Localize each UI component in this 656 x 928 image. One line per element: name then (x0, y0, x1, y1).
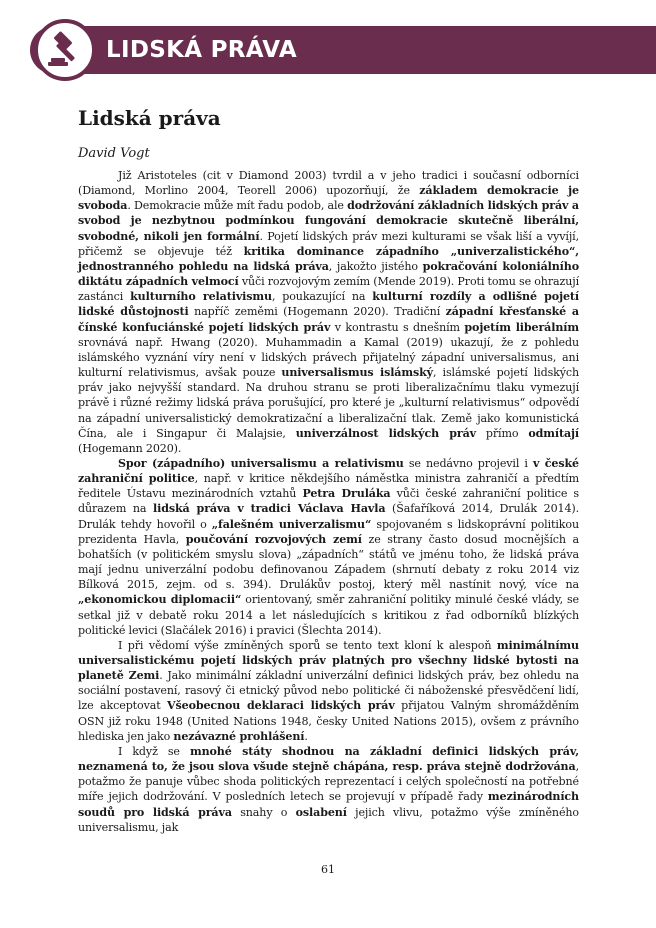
text-run: vůči české zahraniční politice s důrazem na (78, 487, 579, 516)
text-run: , potažmo že panuje vůbec shoda politických reprezentací i celých společností na potřebné míře jejich dodržování. V posledních letech se projevují v případě řady (78, 760, 579, 804)
text-run: orientovaný, směr zahraniční politiky minulé české vlády, se setkal již v debatě roku 2014 a let následujících s kritikou z řad odborníků blízkých politické levici (Slačálek 2016) i pravici (Šlechta 2014). (78, 593, 579, 637)
text-run: ze strany často dosud mocnějších a bohatších (v politickém smyslu slova) „západních“ států ve jménu toho, že lidská práva mají jednu univerzální podobu definovanou Západem (shrnutí debaty z roku 2014 viz Bílková 2015, zejm. od s. 394). Drulákův postoj, který měl nastínit nový, více na (78, 532, 580, 592)
gavel-icon (44, 29, 86, 71)
emphasis-text: oslabení (295, 805, 347, 819)
emphasis-text: univerzálnost lidských práv (295, 426, 476, 440)
emphasis-text: Petra Druláka (302, 487, 391, 501)
emphasis-text: „falešném univerzalismu“ (211, 517, 372, 531)
text-run: v kontrastu s dnešním (330, 320, 465, 334)
text-run: srovnává např. Hwang (2020). Muhammadin a Kamal (2019) ukazují, že z pohledu islámského vyznání víry není v lidských právech přijatelný západní universalismus, ani kulturní relativismus, avšak pouze (78, 335, 579, 380)
text-run: spojovaném s lidskoprávní politikou prezidenta Havla, (78, 517, 579, 546)
emphasis-text: minimálnímu universalistickému pojetí lidských práv platných pro všechny lidské bytosti na planetě Zemi (78, 638, 579, 683)
emphasis-text: západní křesťanské a čínské konfuciánské pojetí lidských práv (78, 305, 579, 334)
paragraph (78, 638, 579, 744)
text-run: . Demokracie může mít řadu podob, ale (127, 199, 348, 213)
text-run: snahy o (231, 805, 296, 819)
text-run: , např. v kritice někdejšího náměstka ministra zahraničí a předtím ředitele Ústavu mezinárodních vztahů (78, 472, 579, 501)
text-run: přímo (476, 426, 529, 440)
emphasis-text: „ekonomickou diplomacii“ (78, 593, 242, 607)
text-run: , islámské pojetí lidských práv jako nejvyšší standard. Na druhou stranu se proti liberalizačnímu tlaku vymezují právě i různé režimy lidská práva porušující, pro které je „kulturní relativismus“ odpovědí na západní universalistický demokratizační a liberalizační tlak. Země jako komunistická Čína, ale i Singapur či Malajsie, (78, 366, 580, 440)
emphasis-text: Spor (západního) universalismu a relativismu (118, 456, 404, 470)
text-run: , jakožto jistého (328, 259, 423, 273)
text-run: napříč zeměmi (Hogemann 2020). Tradiční (188, 305, 446, 319)
text-run: . Pojetí lidských práv mezi kulturami se však liší a vyvíjí, přičemž se objevuje též (78, 229, 579, 258)
text-run: I když se (118, 744, 190, 758)
emphasis-text: pokračování koloniálního diktátu západních velmocí (78, 259, 580, 289)
text-run: (Hogemann 2020). (78, 441, 182, 455)
text-run: . (304, 729, 308, 743)
section-badge (34, 19, 96, 81)
emphasis-text: základem demokracie je svoboda (78, 184, 579, 213)
paragraph (78, 456, 579, 638)
emphasis-text: mezinárodních soudů pro lidská práva (78, 790, 579, 819)
paragraph (78, 168, 579, 456)
page-number: 61 (321, 863, 335, 876)
emphasis-text: v české zahraniční politice (78, 456, 579, 486)
emphasis-text: dodržování základních lidských práv a svobod je nezbytnou podmínkou fungování demokracie skutečně liberální, svobodné, nikoli jen formální (78, 199, 579, 243)
text-run: jejich vlivu, potažmo výše zmíněného universalismu, jak (78, 805, 579, 834)
emphasis-text: kulturní rozdíly a odlišné pojetí lidské důstojnosti (78, 290, 579, 319)
text-run: . Jako minimální základní univerzální definici lidských práv, bez ohledu na sociální postavení, rasový či etnický původ nebo politické či náboženské přesvědčení lidí, lze akceptovat (78, 669, 579, 713)
text-run: Již Aristoteles (cit v Diamond 2003) tvrdil a v jeho tradici i současní odborníci (Diamond, Morlino 2004, Teorell 2006) upozorňují, že (78, 169, 579, 198)
emphasis-text: poučování rozvojových zemí (185, 532, 362, 546)
article-body (78, 168, 579, 835)
emphasis-text: mnohé státy shodnou na základní definici lidských práv, neznamená to, že jsou slova všude stejně chápána, resp. práva stejně dodržována (78, 744, 579, 774)
emphasis-text: odmítají (528, 426, 580, 440)
article-author: David Vogt (78, 146, 150, 161)
text-run: se nedávno projevil i (403, 456, 533, 470)
emphasis-text: Všeobecnou deklaraci lidských práv (167, 699, 395, 713)
text-run: vůči rozvojovým zemím (Mende 2019). Proti tomu se ohrazují zastánci (78, 275, 579, 304)
emphasis-text: nezávazné prohlášení (173, 729, 305, 743)
text-run: přijatou Valným shromážděním OSN již roku 1948 (United Nations 1948, česky United Nations 2015), ovšem z právního hlediska jen jako (78, 699, 579, 743)
article-title: Lidská práva (78, 106, 221, 130)
emphasis-text: kritika dominance západního „univerzalistického“, jednostranného pohledu na lidská práva (78, 244, 580, 273)
emphasis-text: lidská práva v tradici Václava Havla (153, 502, 386, 516)
emphasis-text: kulturního relativismu (130, 290, 272, 304)
emphasis-text: universalismus islámský (281, 366, 434, 380)
paragraph (78, 744, 579, 835)
text-run: , poukazující na (271, 290, 373, 304)
text-run: I při vědomí výše zmíněných sporů se tento text kloní k alespoň (118, 638, 497, 652)
text-run: (Šafaříková 2014, Drulák 2014). Drulák tehdy hovořil o (78, 502, 579, 531)
emphasis-text: pojetím liberálním (464, 320, 580, 334)
section-title: LIDSKÁ PRÁVA (106, 37, 297, 63)
